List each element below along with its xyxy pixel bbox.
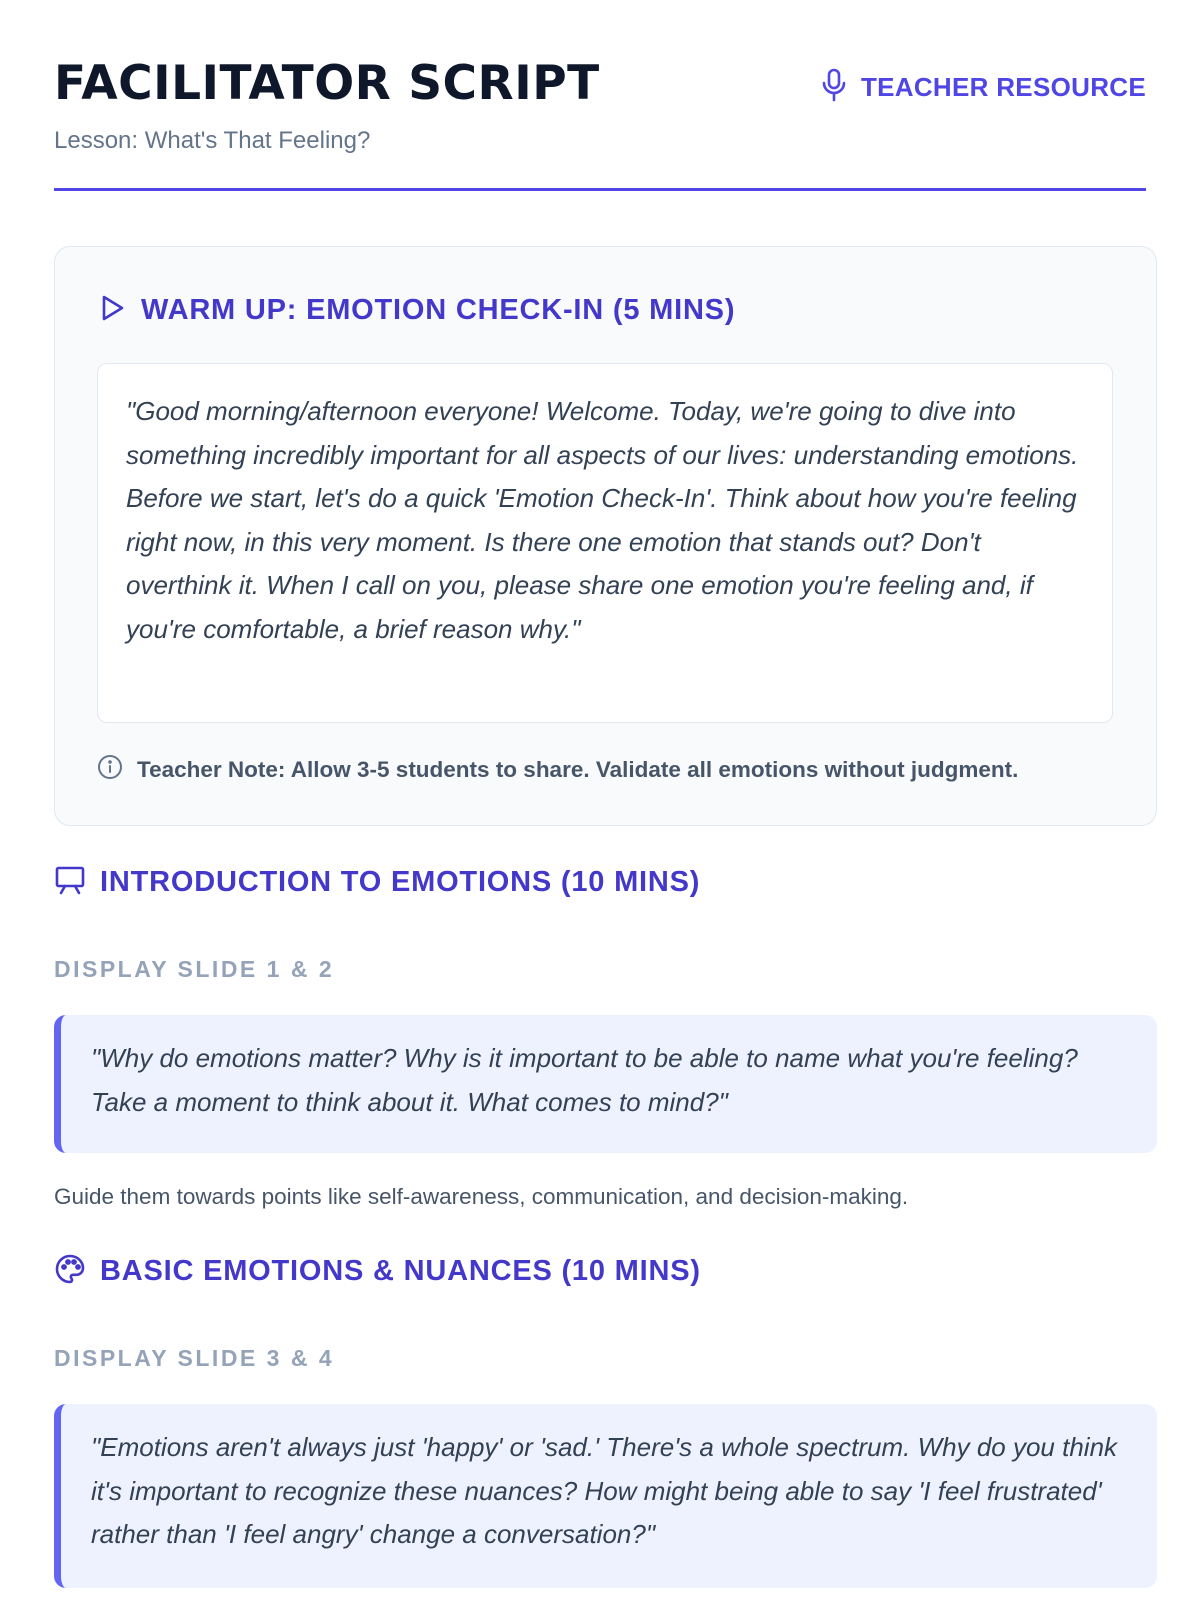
warmup-card [54, 246, 1157, 826]
warmup-heading [97, 293, 735, 328]
intro-quote-box [54, 1015, 1157, 1153]
basic-quote-box [54, 1404, 1157, 1588]
warmup-title: WARM UP: EMOTION CHECK-IN (5 MINS) [141, 294, 736, 326]
page-title: FACILITATOR SCRIPT [54, 56, 600, 111]
intro-guide-text: Guide them towards points like self-awareness, communication, and decision-making. [54, 1184, 909, 1209]
basic-quote: "Emotions aren't always just 'happy' or 'sad.' There's a whole spectrum. Why do you think it's important to recognize these nuances? How might being able to say 'I feel frustrated' rather than 'I feel angry' change a conversation?" [91, 1432, 1118, 1550]
lesson-subtitle: Lesson: What's That Feeling? [54, 127, 371, 154]
intro-quote: "Why do emotions matter? Why is it important to be able to name what you're feeling? Take a moment to think about it. What comes to mind?" [91, 1043, 1078, 1117]
palette-icon [54, 1253, 86, 1290]
info-icon [97, 754, 123, 785]
teacher-resource-badge [821, 68, 1146, 107]
basic-slide-label: DISPLAY SLIDE 3 & 4 [54, 1345, 335, 1371]
teacher-note-text: Teacher Note: Allow 3-5 students to share. Validate all emotions without judgment. [137, 756, 1019, 782]
basic-title: BASIC EMOTIONS & NUANCES (10 MINS) [100, 1255, 701, 1287]
warmup-script-box [97, 363, 1113, 723]
teacher-note [97, 754, 1018, 785]
header [54, 0, 1146, 191]
play-icon [97, 293, 127, 328]
teacher-resource-label: TEACHER RESOURCE [860, 72, 1146, 102]
intro-heading [54, 864, 700, 901]
presentation-icon [54, 864, 86, 901]
warmup-script: "Good morning/afternoon everyone! Welcome. Today, we're going to dive into something incredibly important for all aspects of our lives: understanding emotions. Before we start, let's do a quick 'Emotion Check-In'. Think about how you're feeling right now, in this very moment. Is there one emotion that stands out? Don't overthink it. When I call on you, please share one emotion you're feeling and, if you're comfortable, a brief reason why." [126, 396, 1079, 644]
intro-title: INTRODUCTION TO EMOTIONS (10 MINS) [100, 866, 701, 898]
microphone-icon [821, 68, 847, 107]
intro-slide-label: DISPLAY SLIDE 1 & 2 [54, 956, 335, 982]
basic-heading [54, 1253, 701, 1290]
